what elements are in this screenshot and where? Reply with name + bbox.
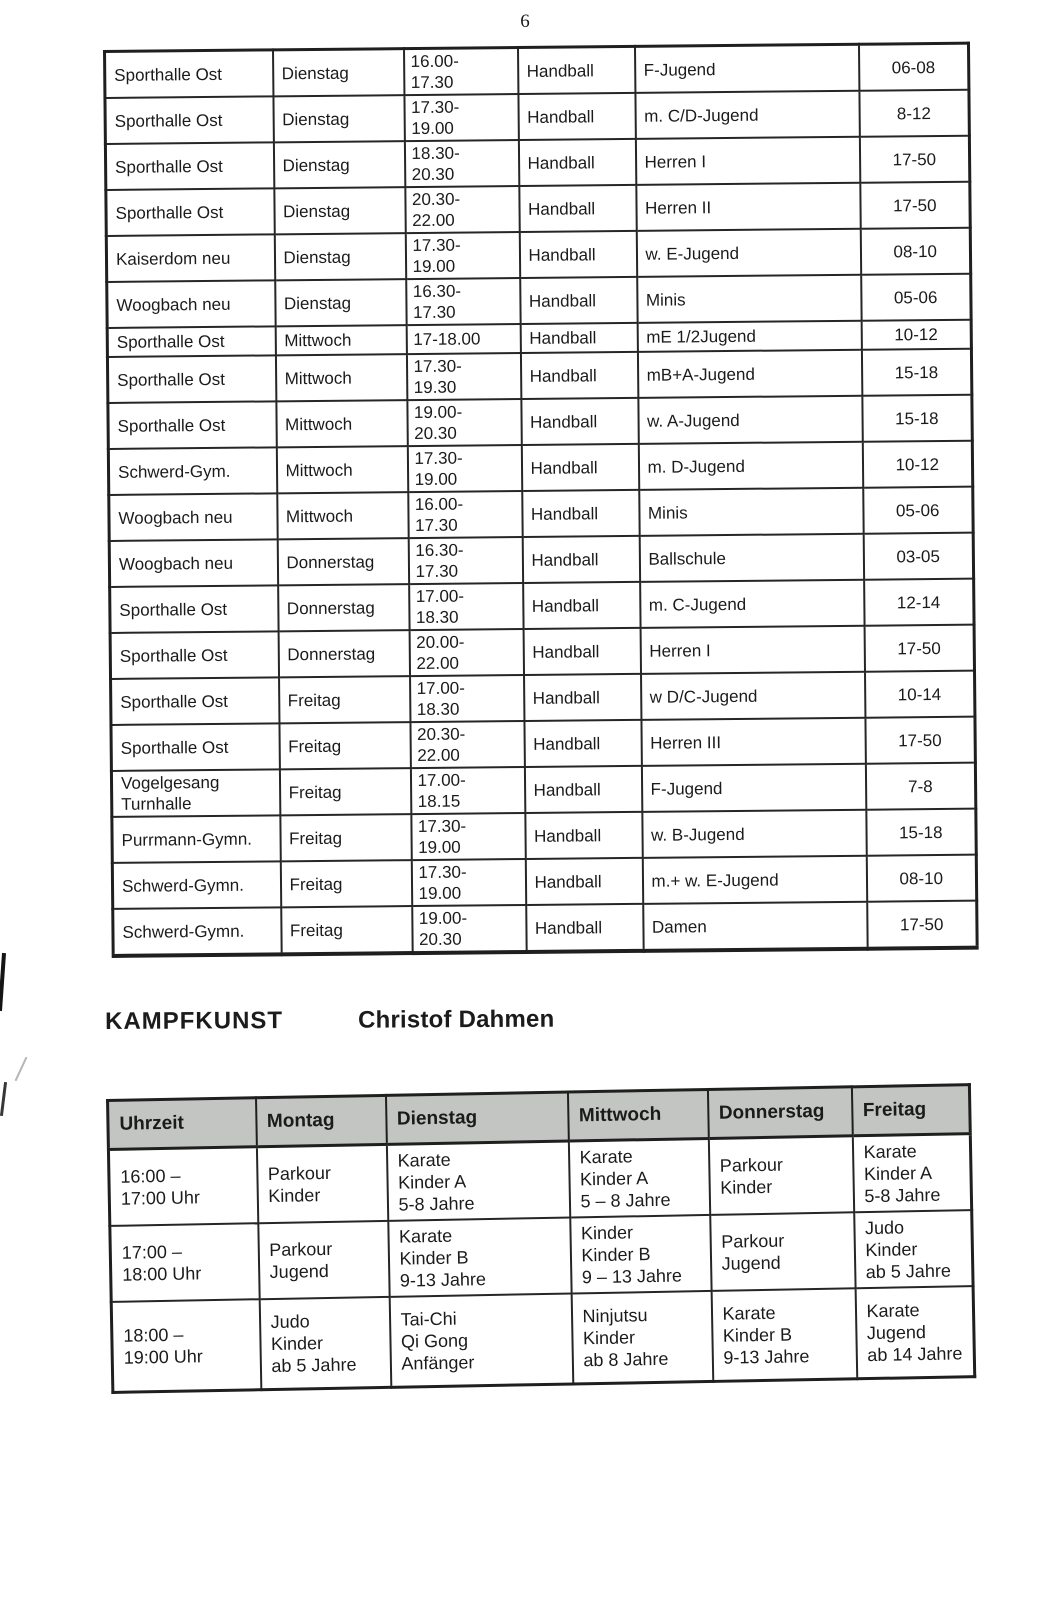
table-row [105,136,969,190]
table-cell: 20.30- 22.00 [410,721,524,768]
table-cell: 17:00 – 18:00 Uhr [110,1223,259,1302]
table-cell: Handball [523,628,640,675]
table-cell: 17.30- 19.00 [407,445,521,492]
table-cell: w. A-Jugend [638,396,862,444]
table-cell: Sporthalle Ost [105,50,273,98]
table-row [112,809,976,863]
table-cell: Sporthalle Ost [105,142,273,190]
table-cell: 20.00- 22.00 [409,629,523,676]
table-cell: 10-12 [862,441,972,488]
table-cell: Handball [519,231,636,278]
table-cell: Sporthalle Ost [106,188,274,236]
table-cell: Sporthalle Ost [108,401,276,449]
table-cell: 10-12 [861,320,971,350]
table-cell: Damen [643,902,867,951]
table-row [106,182,970,236]
table-cell: 17-18.00 [406,324,520,354]
table-cell: Sporthalle Ost [110,631,278,679]
table-row [111,763,975,817]
table-cell: Sporthalle Ost [105,96,273,144]
column-header: Montag [256,1095,387,1146]
table-cell: Karate Kinder B 9-13 Jahre [388,1218,571,1297]
table-cell: 10-14 [865,671,975,718]
table-cell: 17.00- 18.30 [410,675,524,722]
table-cell: w. E-Jugend [636,229,860,277]
table-cell: Schwerd-Gym. [108,447,276,495]
table-row [113,901,977,956]
table-cell: Handball [522,490,639,537]
table-cell: 15-18 [861,349,971,396]
table-cell: 05-06 [863,487,973,534]
table-cell: mE 1/2Jugend [637,321,861,352]
table-cell: Parkour Kinder [708,1136,853,1215]
table-cell: Dienstag [273,95,404,142]
table-cell: Donnerstag [278,630,409,677]
table-cell: 16.30- 17.30 [406,278,520,325]
table-cell: Herren II [636,183,860,231]
table-row [112,855,976,909]
table-cell: Mittwoch [275,354,406,401]
table-cell: 17-50 [865,717,975,764]
column-header: Mittwoch [567,1089,708,1141]
table-cell: 16.30- 17.30 [408,537,522,584]
table-cell: 17.30- 19.00 [404,94,518,141]
table-cell: Donnerstag [277,538,408,585]
table-cell: F-Jugend [641,764,865,812]
martial-arts-table-body [108,1134,974,1392]
table-cell: Handball [521,444,638,491]
table-cell: Handball [524,766,641,813]
table-cell: m.+ w. E-Jugend [642,856,866,904]
table-cell: Handball [519,185,636,232]
scan-artifact [0,953,6,1011]
table-cell: Handball [521,398,638,445]
table-cell: Handball [523,582,640,629]
table-cell: Handball [524,720,641,767]
table-cell: Handball [526,904,643,952]
table-cell: Kaiserdom neu [106,234,274,282]
table-cell: 17-50 [859,136,969,183]
table-cell: 7-8 [865,763,975,810]
table-row [106,228,970,282]
table-cell: 17.30- 19.00 [411,859,525,906]
table-cell: Woogbach neu [109,539,277,587]
table-cell: 17.30- 19.30 [406,353,520,400]
scan-artifact [15,1057,28,1081]
table-cell: m. D-Jugend [638,442,862,490]
table-cell: 18.30- 20.30 [404,140,518,187]
handball-table-body [105,43,978,956]
table-row [111,717,975,771]
table-cell: mB+A-Jugend [637,350,861,398]
table-cell: Handball [524,674,641,721]
table-cell: Karate Kinder A 5-8 Jahre [386,1141,569,1221]
table-cell: Donnerstag [278,584,409,631]
table-cell: 17-50 [864,625,974,672]
table-cell: Sporthalle Ost [111,677,279,725]
table-cell: Kinder Kinder B 9 – 13 Jahre [570,1215,711,1294]
column-header: Freitag [851,1085,970,1136]
martial-arts-schedule-table [106,1083,976,1393]
table-row [107,349,971,403]
table-cell: Ninjutsu Kinder ab 8 Jahre [571,1291,713,1384]
table-row [107,274,971,328]
table-row [105,90,969,144]
section-title: KAMPFKUNST [105,1007,284,1035]
table-cell: Schwerd-Gymn. [112,861,280,909]
column-header: Donnerstag [707,1087,852,1139]
coach-name: Christof Dahmen [357,1005,555,1034]
table-cell: Ballschule [639,534,863,582]
table-cell: Dienstag [273,49,404,97]
table-row [109,487,973,541]
table-cell: Handball [520,323,637,353]
page-number: 6 [520,11,530,32]
table-cell: Mittwoch [277,492,408,539]
table-cell: Handball [518,139,635,186]
table-cell: 06-08 [858,43,968,91]
table-cell: Vogelgesang Turnhalle [111,769,279,817]
table-cell: Karate Kinder B 9-13 Jahre [711,1288,857,1381]
table-cell: Parkour Jugend [258,1221,389,1299]
table-cell: 16.00- 17.30 [408,491,522,538]
table-row [108,395,972,449]
table-cell: Dienstag [274,233,405,280]
table-cell: 17-50 [867,901,977,949]
table-cell: 20.30- 22.00 [405,186,519,233]
table-cell: Freitag [279,722,410,769]
table-cell: Mittwoch [276,446,407,493]
table-cell: Freitag [279,676,410,723]
table-cell: 16:00 – 17:00 Uhr [108,1147,257,1226]
table-row [111,671,975,725]
table-cell: Tai-Chi Qi Gong Anfänger [389,1294,573,1387]
table-cell: Purrmann-Gymn. [112,815,280,863]
table-cell: 05-06 [861,274,971,321]
table-cell: 15-18 [862,395,972,442]
table-cell: 8-12 [859,90,969,137]
table-cell: Herren I [640,626,864,674]
table-cell: 17.30- 19.00 [405,232,519,279]
table-row [108,441,972,495]
table-cell: Mittwoch [276,400,407,447]
table-cell: Dienstag [274,187,405,234]
table-cell: m. C-Jugend [640,580,864,628]
table-cell: 03-05 [863,533,973,580]
table-cell: Freitag [280,860,411,907]
table-cell: Minis [639,488,863,536]
table-cell: Freitag [280,814,411,861]
handball-schedule-table [103,42,979,958]
table-cell: Handball [518,93,635,140]
table-cell: Woogbach neu [107,280,275,328]
table-cell: Karate Kinder A 5-8 Jahre [852,1134,971,1213]
table-cell: Karate Kinder A 5 – 8 Jahre [568,1138,709,1217]
table-cell: Judo Kinder ab 5 Jahre [259,1297,391,1389]
table-row [111,1286,975,1392]
column-header: Dienstag [385,1092,568,1144]
table-cell: 08-10 [866,855,976,902]
table-cell: Sporthalle Ost [107,326,275,357]
table-cell: Herren I [635,137,859,185]
table-cell: Dienstag [275,279,406,326]
table-cell: 17.30- 19.00 [411,813,525,860]
table-cell: Parkour Kinder [256,1144,387,1223]
table-cell: w D/C-Jugend [641,672,865,720]
section-heading [105,1003,1005,1042]
table-cell: Herren III [641,718,865,766]
table-cell: 17.00- 18.15 [410,767,524,814]
table-cell: 08-10 [860,228,970,275]
table-cell: Sporthalle Ost [111,723,279,771]
table-cell: Dienstag [273,141,404,188]
table-cell: 12-14 [864,579,974,626]
table-row [110,625,974,679]
table-cell: Handball [520,277,637,324]
table-cell: m. C/D-Jugend [635,91,859,139]
column-header: Uhrzeit [108,1098,257,1150]
table-cell: 17-50 [860,182,970,229]
table-cell: Sporthalle Ost [110,585,278,633]
table-cell: F-Jugend [634,44,858,93]
table-cell: Karate Jugend ab 14 Jahre [855,1286,975,1378]
table-cell: 19.00- 20.30 [412,905,526,953]
table-cell: Schwerd-Gymn. [113,907,281,956]
table-row [105,43,969,98]
table-cell: 16.00- 17.30 [404,48,518,96]
table-cell: 18:00 – 19:00 Uhr [111,1299,261,1392]
table-cell: Judo Kinder ab 5 Jahre [854,1210,973,1288]
table-cell: Handball [525,858,642,905]
table-cell: Mittwoch [275,325,406,355]
table-row [109,533,973,587]
table-row [110,579,974,633]
table-cell: Freitag [281,906,412,954]
table-cell: Woogbach neu [109,493,277,541]
scan-artifact [0,1082,7,1116]
table-cell: 17.00- 18.30 [409,583,523,630]
table-cell: w. B-Jugend [642,810,866,858]
table-cell: Handball [522,536,639,583]
table-cell: 15-18 [866,809,976,856]
table-cell: Minis [637,275,861,323]
table-cell: Sporthalle Ost [107,355,275,403]
table-cell: Freitag [279,768,410,815]
table-cell: Handball [520,352,637,399]
table-cell: Handball [517,46,634,94]
table-cell: Parkour Jugend [710,1212,855,1291]
table-cell: 19.00- 20.30 [407,399,521,446]
table-cell: Handball [525,812,642,859]
